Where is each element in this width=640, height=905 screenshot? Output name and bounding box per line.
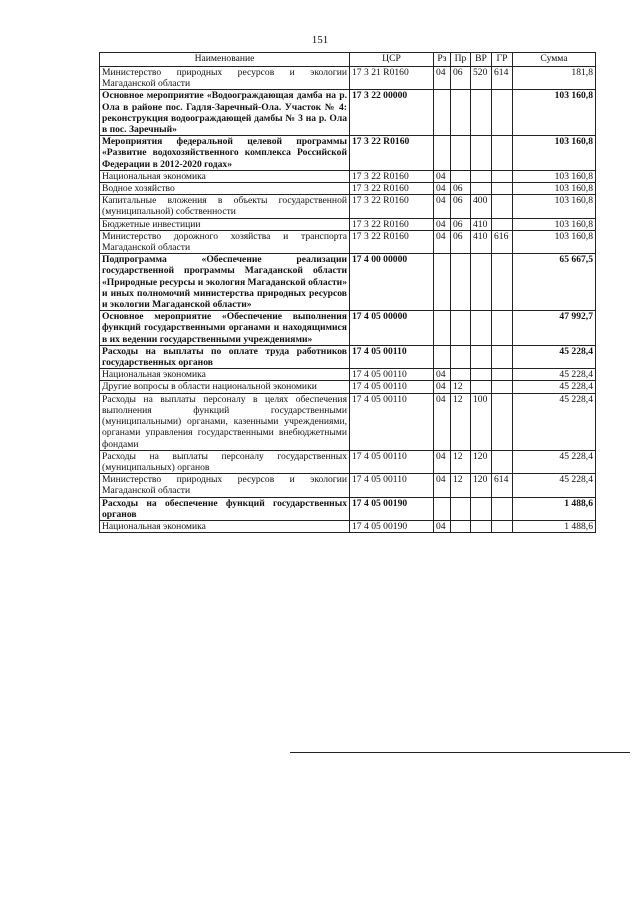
cell-vr: 120 [471,474,492,497]
cell-pr: 12 [451,381,471,393]
cell-sum: 103 160,8 [513,90,596,136]
cell-name: Расходы на выплаты по оплате труда работников государственных органов [100,345,350,368]
header-gr: ГР [492,53,513,67]
table-row [100,67,596,90]
cell-gr [492,369,513,381]
header-pr: Пр [451,53,471,67]
cell-name: Другие вопросы в области национальной экономики [100,381,350,393]
cell-csr: 17 3 22 R0160 [350,195,434,218]
table-row [100,254,596,311]
cell-name: Капитальные вложения в объекты государственной (муниципальной) собственности [100,195,350,218]
table-row [100,520,596,532]
table-row [100,183,596,195]
cell-pr [451,136,471,171]
table-row [100,381,596,393]
cell-gr [492,254,513,311]
cell-vr [471,90,492,136]
cell-sum: 181,8 [513,67,596,90]
cell-gr [492,136,513,171]
footer-rule [290,752,630,753]
cell-rz [434,136,451,171]
cell-gr [492,450,513,473]
cell-name: Расходы на обеспечение функций государственных органов [100,497,350,520]
cell-pr [451,497,471,520]
cell-pr: 06 [451,67,471,90]
cell-name: Расходы на выплаты персоналу в целях обеспечения выполнения функций государственными (муниципальными) органами, казенными учреждениями, органами управления государственными внебюджетными фондами [100,393,350,450]
cell-csr: 17 3 22 R0160 [350,170,434,182]
cell-vr: 410 [471,218,492,230]
cell-gr [492,381,513,393]
cell-sum: 65 667,5 [513,254,596,311]
cell-vr: 410 [471,230,492,253]
cell-gr [492,218,513,230]
cell-csr: 17 3 22 R0160 [350,183,434,195]
cell-name: Министерство дорожного хозяйства и транспорта Магаданской области [100,230,350,253]
header-sum: Сумма [513,53,596,67]
cell-pr [451,90,471,136]
cell-gr [492,195,513,218]
table-row [100,393,596,450]
cell-csr: 17 3 22 00000 [350,90,434,136]
cell-sum: 103 160,8 [513,230,596,253]
cell-csr: 17 4 05 00110 [350,474,434,497]
cell-vr [471,345,492,368]
cell-name: Водное хозяйство [100,183,350,195]
cell-pr: 06 [451,195,471,218]
cell-pr [451,254,471,311]
cell-rz: 04 [434,369,451,381]
table-row [100,218,596,230]
cell-sum: 1 488,6 [513,520,596,532]
cell-gr [492,90,513,136]
cell-csr: 17 4 05 00190 [350,520,434,532]
cell-csr: 17 4 00 00000 [350,254,434,311]
cell-vr [471,497,492,520]
cell-gr [492,520,513,532]
cell-name: Министерство природных ресурсов и экологии Магаданской области [100,67,350,90]
cell-vr [471,520,492,532]
cell-csr: 17 4 05 00110 [350,369,434,381]
cell-rz: 04 [434,183,451,195]
cell-name: Основное мероприятие «Водоограждающая дамба на р. Ола в районе пос. Гадля-Заречный-Ола. Участок № 4: реконструкция водоограждающей дамбы № 3 на р. Ола в пос. Заречный» [100,90,350,136]
cell-rz: 04 [434,520,451,532]
cell-name: Мероприятия федеральной целевой программы «Развитие водохозяйственного комплекса Российской Федерации в 2012-2020 годах» [100,136,350,171]
cell-csr: 17 4 05 00110 [350,450,434,473]
cell-rz [434,90,451,136]
cell-pr: 12 [451,474,471,497]
table-header-row [100,53,596,67]
cell-gr [492,183,513,195]
cell-pr [451,170,471,182]
cell-gr: 616 [492,230,513,253]
cell-csr: 17 4 05 00110 [350,345,434,368]
cell-rz [434,497,451,520]
cell-csr: 17 3 21 R0160 [350,67,434,90]
cell-gr [492,393,513,450]
cell-gr: 614 [492,474,513,497]
cell-sum: 45 228,4 [513,345,596,368]
cell-pr: 06 [451,218,471,230]
cell-csr: 17 4 05 00110 [350,393,434,450]
cell-gr [492,345,513,368]
cell-pr [451,311,471,346]
table-row [100,195,596,218]
cell-csr: 17 4 05 00190 [350,497,434,520]
header-name: Наименование [100,53,350,67]
cell-sum: 103 160,8 [513,183,596,195]
cell-gr [492,497,513,520]
table-row [100,369,596,381]
cell-name: Расходы на выплаты персоналу государственных (муниципальных) органов [100,450,350,473]
cell-sum: 45 228,4 [513,381,596,393]
table-row [100,450,596,473]
cell-rz: 04 [434,170,451,182]
cell-rz: 04 [434,218,451,230]
cell-pr [451,520,471,532]
cell-gr: 614 [492,67,513,90]
header-csr: ЦСР [350,53,434,67]
cell-vr [471,381,492,393]
cell-gr [492,311,513,346]
cell-vr: 520 [471,67,492,90]
cell-vr: 100 [471,393,492,450]
cell-csr: 17 4 05 00000 [350,311,434,346]
cell-sum: 45 228,4 [513,369,596,381]
table-row [100,311,596,346]
cell-rz: 04 [434,393,451,450]
cell-rz [434,254,451,311]
cell-gr [492,170,513,182]
cell-sum: 1 488,6 [513,497,596,520]
cell-rz: 04 [434,230,451,253]
cell-name: Национальная экономика [100,170,350,182]
table-row [100,170,596,182]
cell-sum: 103 160,8 [513,195,596,218]
header-vr: ВР [471,53,492,67]
cell-sum: 45 228,4 [513,474,596,497]
cell-sum: 45 228,4 [513,393,596,450]
table-row [100,136,596,171]
cell-sum: 103 160,8 [513,170,596,182]
page-number: 151 [311,34,329,46]
cell-name: Национальная экономика [100,520,350,532]
cell-vr [471,170,492,182]
cell-name: Министерство природных ресурсов и экологии Магаданской области [100,474,350,497]
cell-csr: 17 4 05 00110 [350,381,434,393]
cell-pr: 12 [451,393,471,450]
table-row [100,497,596,520]
cell-pr [451,345,471,368]
cell-sum: 103 160,8 [513,136,596,171]
cell-rz: 04 [434,67,451,90]
cell-name: Подпрограмма «Обеспечение реализации государственной программы Магаданской области «Природные ресурсы и экология Магаданской области» и иных полномочий министерства природных ресурсов и экологии Магаданской области» [100,254,350,311]
cell-csr: 17 3 22 R0160 [350,218,434,230]
cell-rz: 04 [434,474,451,497]
cell-vr: 120 [471,450,492,473]
cell-pr: 06 [451,183,471,195]
cell-sum: 103 160,8 [513,218,596,230]
cell-name: Национальная экономика [100,369,350,381]
cell-pr: 06 [451,230,471,253]
table-row [100,90,596,136]
header-rz: Рз [434,53,451,67]
cell-name: Основное мероприятие «Обеспечение выполнения функций государственными органами и находящимися в их ведении государственными учреждениями» [100,311,350,346]
cell-vr [471,183,492,195]
cell-pr: 12 [451,450,471,473]
cell-pr [451,369,471,381]
cell-vr [471,369,492,381]
cell-vr [471,136,492,171]
cell-rz: 04 [434,195,451,218]
cell-csr: 17 3 22 R0160 [350,230,434,253]
cell-rz: 04 [434,450,451,473]
table-row [100,230,596,253]
cell-sum: 47 992,7 [513,311,596,346]
cell-vr: 400 [471,195,492,218]
cell-name: Бюджетные инвестиции [100,218,350,230]
table-row [100,345,596,368]
cell-vr [471,311,492,346]
cell-sum: 45 228,4 [513,450,596,473]
table-row [100,474,596,497]
budget-table [99,52,596,533]
cell-rz: 04 [434,381,451,393]
cell-csr: 17 3 22 R0160 [350,136,434,171]
cell-vr [471,254,492,311]
cell-rz [434,345,451,368]
cell-rz [434,311,451,346]
